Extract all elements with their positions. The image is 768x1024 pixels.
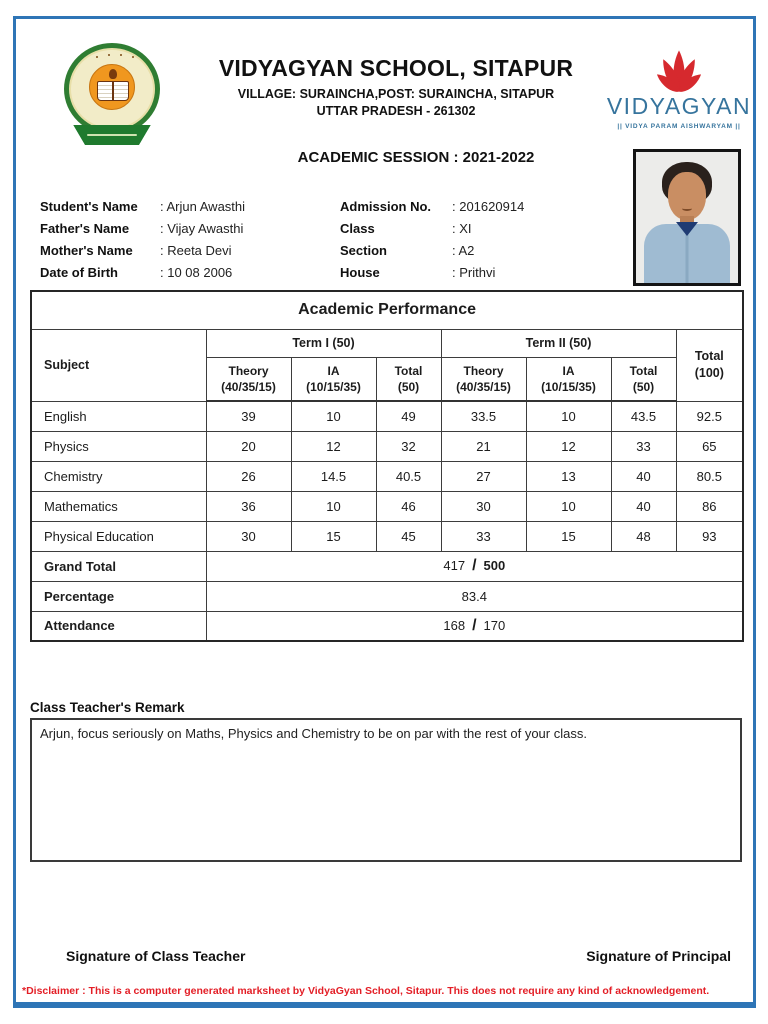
mark-cell: 10 xyxy=(526,491,611,521)
house-value: : Prithvi xyxy=(452,264,496,280)
term1-theory-header: Theory (40/35/15) xyxy=(206,357,291,401)
subject-cell: Mathematics xyxy=(31,491,206,521)
grand-total-value: 417 / 500 xyxy=(206,551,743,581)
subject-cell: Physics xyxy=(31,431,206,461)
table-title: Academic Performance xyxy=(31,291,743,329)
percentage-value: 83.4 xyxy=(206,581,743,611)
open-book-icon xyxy=(97,81,129,101)
mark-cell: 10 xyxy=(291,491,376,521)
mark-cell: 40.5 xyxy=(376,461,441,491)
term2-ia-header: IA (10/15/35) xyxy=(526,357,611,401)
mark-cell: 33.5 xyxy=(441,401,526,431)
grand-total-row xyxy=(31,551,743,581)
mark-cell: 32 xyxy=(376,431,441,461)
subject-cell: Physical Education xyxy=(31,521,206,551)
dob-value: : 10 08 2006 xyxy=(160,264,233,280)
emblem-core xyxy=(89,64,135,110)
mark-cell: 10 xyxy=(526,401,611,431)
mark-cell: 20 xyxy=(206,431,291,461)
subject-header: Subject xyxy=(31,329,206,401)
mark-cell: 15 xyxy=(526,521,611,551)
signature-row xyxy=(16,948,753,964)
mark-cell: 13 xyxy=(526,461,611,491)
mark-cell: 26 xyxy=(206,461,291,491)
mark-cell: 33 xyxy=(611,431,676,461)
school-header xyxy=(136,55,656,118)
dob-label: Date of Birth xyxy=(40,264,118,280)
mark-cell: 10 xyxy=(291,401,376,431)
table-row xyxy=(31,461,743,491)
table-row xyxy=(31,521,743,551)
mark-cell: 12 xyxy=(291,431,376,461)
teacher-signature-label: Signature of Class Teacher xyxy=(66,948,246,964)
mark-cell: 45 xyxy=(376,521,441,551)
table-row xyxy=(31,491,743,521)
class-value: : XI xyxy=(452,220,472,236)
percentage-row xyxy=(31,581,743,611)
attendance-label: Attendance xyxy=(31,611,206,641)
table-row xyxy=(31,401,743,431)
brand-name: VIDYAGYAN xyxy=(606,93,752,119)
mark-cell: 43.5 xyxy=(611,401,676,431)
father-name-value: : Vijay Awasthi xyxy=(160,220,244,236)
admission-no-value: : 201620914 xyxy=(452,198,525,214)
subject-cell: Chemistry xyxy=(31,461,206,491)
mark-cell: 36 xyxy=(206,491,291,521)
school-name: VIDYAGYAN SCHOOL, SITAPUR xyxy=(218,55,574,81)
term2-theory-header: Theory (40/35/15) xyxy=(441,357,526,401)
disclaimer-text: *Disclaimer : This is a computer generated marksheet by VidyaGyan School, Sitapur. This does not require any kind of acknowledgement. xyxy=(22,985,710,997)
total100-header: Total (100) xyxy=(676,329,743,401)
term1-ia-header: IA (10/15/35) xyxy=(291,357,376,401)
section-value: : A2 xyxy=(452,242,475,258)
father-name-label: Father's Name xyxy=(40,220,130,236)
emblem-text-arc xyxy=(93,54,141,60)
school-address-line1: VILLAGE: SURAINCHA,POST: SURAINCHA, SITAPUR xyxy=(237,87,555,101)
mark-cell: 49 xyxy=(376,401,441,431)
mark-cell: 93 xyxy=(676,521,743,551)
term1-total-header: Total (50) xyxy=(376,357,441,401)
principal-signature-label: Signature of Principal xyxy=(586,948,731,964)
mark-cell: 14.5 xyxy=(291,461,376,491)
term1-header: Term I (50) xyxy=(206,329,441,357)
attendance-row xyxy=(31,611,743,641)
subject-cell: English xyxy=(31,401,206,431)
admission-no-label: Admission No. xyxy=(340,198,432,214)
mark-cell: 65 xyxy=(676,431,743,461)
performance-table xyxy=(30,290,744,642)
emblem-torch-icon xyxy=(109,69,117,79)
remark-heading: Class Teacher's Remark xyxy=(30,700,185,715)
lotus-icon xyxy=(639,45,719,93)
school-address-line2: UTTAR PRADESH - 261302 xyxy=(316,104,476,118)
term2-header: Term II (50) xyxy=(441,329,676,357)
academic-session: ACADEMIC SESSION : 2021-2022 xyxy=(297,149,535,166)
attendance-value: 168 / 170 xyxy=(206,611,743,641)
mark-cell: 46 xyxy=(376,491,441,521)
class-label: Class xyxy=(340,220,375,236)
mark-cell: 40 xyxy=(611,461,676,491)
student-info xyxy=(40,195,600,283)
page-border-frame xyxy=(13,16,756,1008)
remark-box: Arjun, focus seriously on Maths, Physics and Chemistry to be on par with the rest of your class. xyxy=(30,718,742,862)
student-name-label: Student's Name xyxy=(40,198,138,214)
brand-tagline: || VIDYA PARAM AISHWARYAM || xyxy=(617,123,741,130)
mark-cell: 39 xyxy=(206,401,291,431)
mark-cell: 30 xyxy=(441,491,526,521)
mark-cell: 30 xyxy=(206,521,291,551)
mark-cell: 48 xyxy=(611,521,676,551)
house-label: House xyxy=(340,264,380,280)
mark-cell: 80.5 xyxy=(676,461,743,491)
mother-name-value: : Reeta Devi xyxy=(160,242,232,258)
mark-cell: 86 xyxy=(676,491,743,521)
percentage-label: Percentage xyxy=(31,581,206,611)
section-label: Section xyxy=(340,242,387,258)
emblem-ribbon xyxy=(70,125,154,145)
mother-name-label: Mother's Name xyxy=(40,242,133,258)
mark-cell: 92.5 xyxy=(676,401,743,431)
grand-total-label: Grand Total xyxy=(31,551,206,581)
mark-cell: 27 xyxy=(441,461,526,491)
mark-cell: 21 xyxy=(441,431,526,461)
mark-cell: 12 xyxy=(526,431,611,461)
mark-cell: 40 xyxy=(611,491,676,521)
table-row xyxy=(31,431,743,461)
mark-cell: 15 xyxy=(291,521,376,551)
student-photo xyxy=(633,149,741,286)
vidyagyan-logo xyxy=(604,45,754,130)
term2-total-header: Total (50) xyxy=(611,357,676,401)
mark-cell: 33 xyxy=(441,521,526,551)
student-name-value: : Arjun Awasthi xyxy=(160,198,246,214)
